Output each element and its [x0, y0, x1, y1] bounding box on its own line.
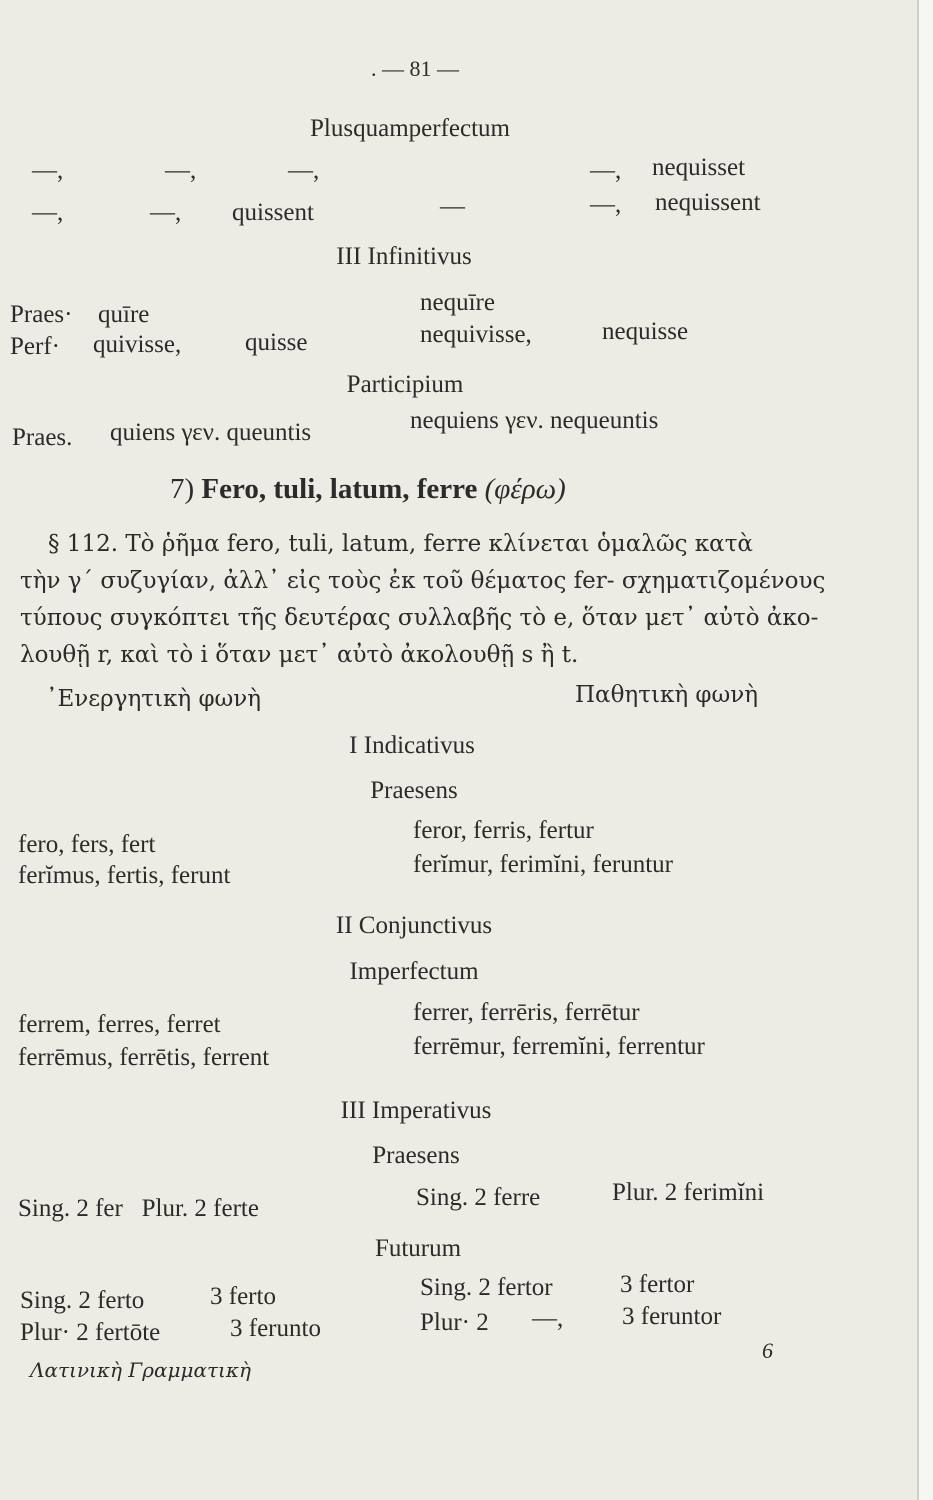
- inf-praes-label: Praes·: [10, 301, 73, 328]
- imperativus-sub: Praesens: [372, 1142, 460, 1169]
- conj-active-1: ferrem, ferres, ferret: [18, 1011, 221, 1038]
- voice-passive-heading: Παθητικὴ φωνὴ: [575, 682, 759, 708]
- plusquam-r2c6: nequissent: [655, 189, 761, 216]
- plusquam-r2c4: —: [440, 193, 465, 220]
- fut-active-sing-3: 3 ferto: [210, 1283, 276, 1310]
- imperativus-heading: III Imperativus: [340, 1097, 492, 1124]
- section-main: Fero, tuli, latum, ferre: [201, 473, 478, 505]
- footer-left: Λατινικὴ Γραμματικὴ: [30, 1358, 251, 1382]
- fut-active-plur: Plur· 2 fertōte: [20, 1319, 161, 1346]
- imp-passive-sing: Sing. 2 ferre: [416, 1184, 541, 1211]
- conj-passive-2: ferrēmur, ferremĭni, ferrentur: [413, 1033, 705, 1060]
- inf-perf-neg2: nequisse: [602, 318, 689, 345]
- fut-active-sing: Sing. 2 ferto: [20, 1287, 145, 1314]
- section-title: [170, 475, 566, 504]
- paragraph-line-1: § 112. Τὸ ῥῆμα fero, tuli, latum, ferre κλίνεται ὁμαλῶς κατὰ: [48, 531, 753, 557]
- plusquam-heading: Plusquamperfectum: [310, 115, 510, 142]
- part-praes-active: quiens γεν. queuntis: [110, 419, 312, 446]
- inf-perf-active2: quisse: [245, 329, 308, 356]
- plusquam-r2c2: —,: [150, 199, 182, 226]
- ind-active-2: ferĭmus, fertis, ferunt: [18, 862, 231, 889]
- conj-passive-1: ferrer, ferrēris, ferrētur: [413, 999, 640, 1026]
- section-number: 7): [170, 473, 195, 505]
- inf-praes-neg: nequīre: [420, 289, 495, 316]
- infinitivus-heading: III Infinitivus: [336, 243, 472, 270]
- plusquam-r1c2: —,: [165, 157, 197, 184]
- plusquam-r1c3: —,: [288, 157, 320, 184]
- plusquam-r2c3: quissent: [232, 199, 314, 226]
- plusquam-r2c5: —,: [590, 191, 622, 218]
- fut-active-plur-3: 3 ferunto: [230, 1315, 321, 1342]
- inf-perf-label: Perf·: [10, 333, 60, 360]
- inf-perf-neg: nequivisse,: [420, 321, 532, 348]
- paragraph-line-2: τὴν γ΄ συζυγίαν, ἀλλ᾿ εἰς τοὺς ἐκ τοῦ θέματος fer- σχηματιζομένους: [20, 568, 826, 594]
- plusquam-r1c4: —,: [590, 157, 622, 184]
- ind-active-1: fero, fers, fert: [18, 831, 156, 858]
- paragraph-line-4: λουθῇ r, καὶ τὸ i ὅταν μετ᾿ αὐτὸ ἀκολουθῇ s ἢ t.: [20, 642, 579, 668]
- conj-active-2: ferrēmus, ferrētis, ferrent: [18, 1044, 270, 1071]
- fut-passive-plur: Plur· 2: [420, 1309, 489, 1336]
- inf-perf-active: quivisse,: [93, 331, 182, 358]
- plusquam-r1c5: nequisset: [652, 154, 746, 181]
- part-praes-label: Praes.: [12, 424, 73, 451]
- imp-active: Sing. 2 fer Plur. 2 ferte: [18, 1195, 259, 1222]
- section-greek: (φέρω): [484, 473, 566, 505]
- futurum-heading: Futurum: [374, 1235, 462, 1262]
- conjunctivus-sub: Imperfectum: [349, 958, 479, 985]
- imp-passive-plur: Plur. 2 ferimĭni: [612, 1179, 765, 1206]
- voice-active-heading: ᾿Ενεργητικὴ φωνὴ: [46, 686, 262, 712]
- participium-heading: Participium: [346, 371, 464, 398]
- footer-right: 6: [762, 1338, 773, 1363]
- plusquam-r1c1: —,: [32, 157, 64, 184]
- part-praes-neg: nequiens γεν. nequeuntis: [410, 407, 659, 434]
- fut-passive-plur-dash: —,: [532, 1305, 564, 1332]
- plusquam-r2c1: —,: [32, 199, 64, 226]
- page-edge: [917, 0, 933, 1500]
- inf-praes-active: quīre: [98, 301, 150, 328]
- ind-passive-1: feror, ferris, fertur: [413, 817, 594, 844]
- ind-passive-2: ferĭmur, ferimĭni, feruntur: [413, 851, 674, 878]
- conjunctivus-heading: II Conjunctivus: [335, 912, 493, 939]
- indicativus-heading: I Indicativus: [349, 732, 475, 759]
- fut-passive-plur-3: 3 feruntor: [622, 1303, 722, 1330]
- fut-passive-sing-3: 3 fertor: [620, 1271, 695, 1298]
- paragraph-line-3: τύπους συγκόπτει τῆς δευτέρας συλλαβῆς τὸ e, ὅταν μετ᾿ αὐτὸ ἀκο-: [20, 605, 819, 631]
- fut-passive-sing: Sing. 2 fertor: [420, 1274, 553, 1301]
- page-number: . — 81 —: [371, 56, 459, 81]
- indicativus-sub: Praesens: [370, 777, 458, 804]
